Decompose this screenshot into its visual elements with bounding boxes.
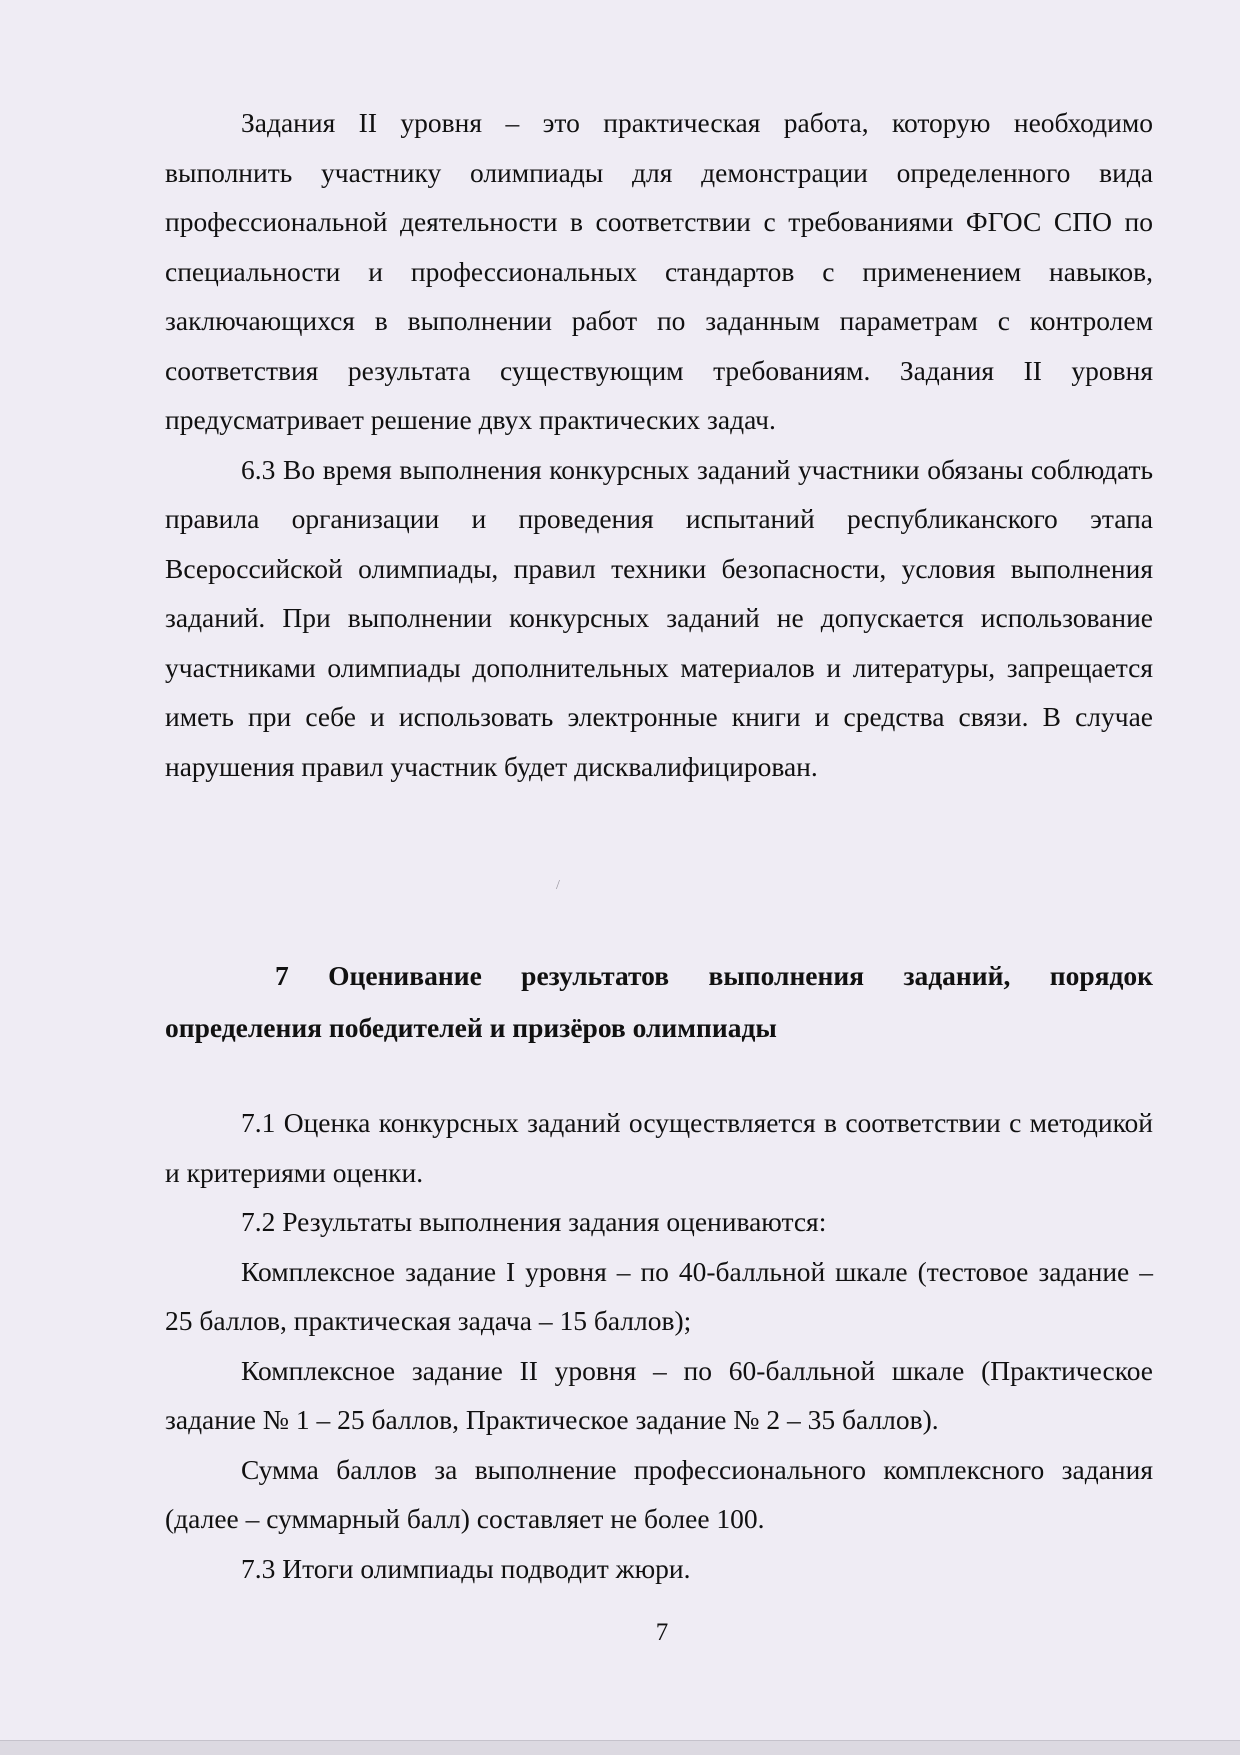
scan-bottom-edge xyxy=(0,1740,1240,1755)
paragraph-7-1: 7.1 Оценка конкурсных заданий осуществляется в соответствии с методикой и критериями оценки. xyxy=(165,1107,1153,1188)
paragraph-total-score: Сумма баллов за выполнение профессионального комплексного задания (далее – суммарный балл) составляет не более 100. xyxy=(165,1453,1153,1534)
section-7-heading: 7 Оценивание результатов выполнения заданий, порядок определения победителей и призёров олимпиады xyxy=(165,960,1153,1043)
page-number: 7 xyxy=(655,1619,669,1646)
paragraph-level1-score: Комплексное задание I уровня – по 40-балльной шкале (тестовое задание – 25 баллов, практическая задача – 15 баллов); xyxy=(165,1255,1153,1336)
paragraph-7-3: 7.3 Итоги олимпиады подводит жюри. xyxy=(241,1552,691,1584)
section-7-body xyxy=(165,1098,1153,1593)
paragraph-level2-score: Комплексное задание II уровня – по 60-балльной шкале (Практическое задание № 1 – 25 баллов, Практическое задание № 2 – 35 баллов). xyxy=(165,1354,1153,1435)
paragraph-6-3: 6.3 Во время выполнения конкурсных заданий участники обязаны соблюдать правила организации и проведения испытаний республиканского этапа Всероссийской олимпиады, правил техники безопасности, условия выполнения заданий. При выполнении конкурсных заданий не допускается использование участниками олимпиады дополнительных материалов и литературы, запрещается иметь при себе и использовать электронные книги и средства связи. В случае нарушения правил участник будет дисквалифицирован. xyxy=(165,453,1153,782)
section-6-body xyxy=(165,98,1153,791)
paragraph-level2-tasks: Задания II уровня – это практическая работа, которую необходимо выполнить участнику олимпиады для демонстрации определенного вида профессиональной деятельности в соответствии с требованиями ФГОС СПО по специальности и профессиональных стандартов с применением навыков, заключающихся в выполнении работ по заданным параметрам с контролем соответствия результата существующим требованиям. Задания II уровня предусматривает решение двух практических задач. xyxy=(165,107,1153,435)
paragraph-7-2: 7.2 Результаты выполнения задания оцениваются: xyxy=(241,1206,827,1237)
scan-speck: / xyxy=(556,878,560,893)
